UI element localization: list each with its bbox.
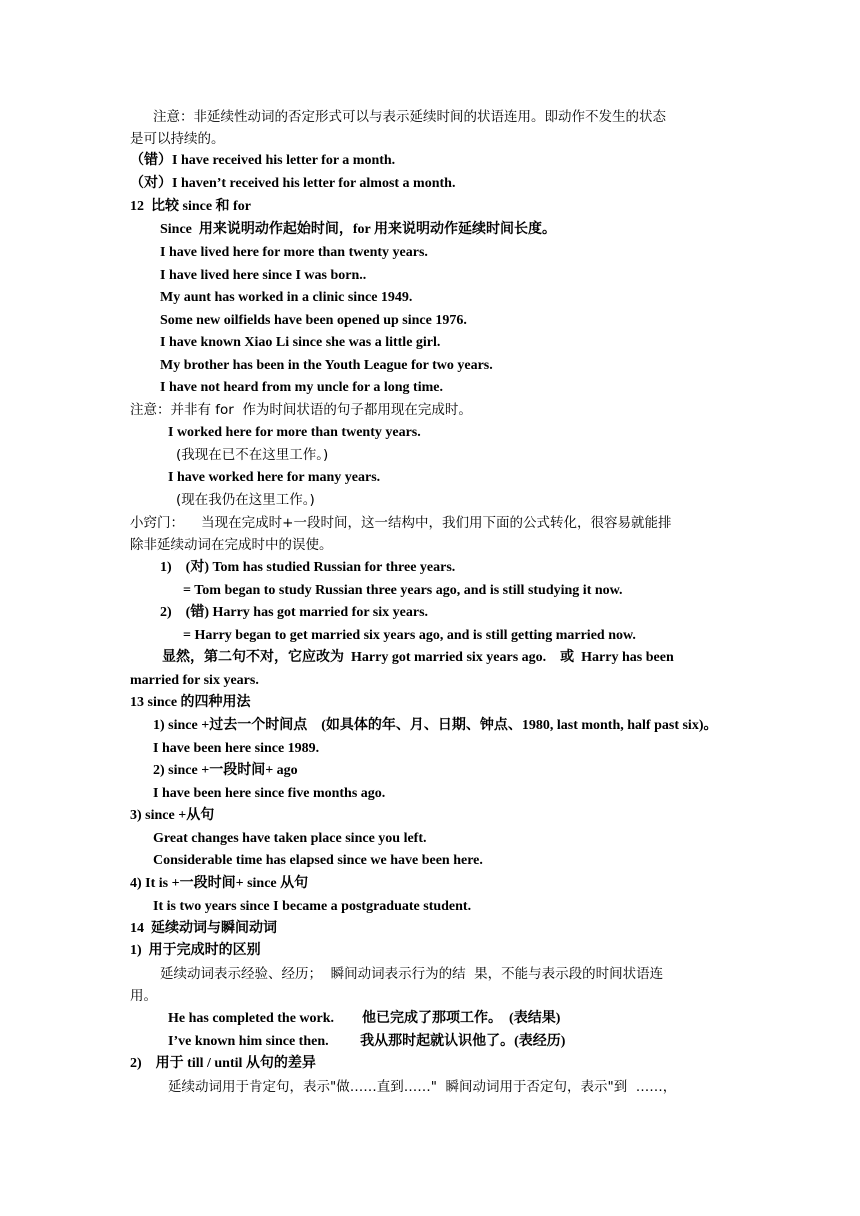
note-line-1: 注意：非延续性动词的否定形式可以与表示延续时间的状语连用。即动作不发生的状态 bbox=[153, 109, 666, 125]
example-sentence: I have been here since 1989. bbox=[153, 741, 320, 756]
example-sentence: I have been here since five months ago. bbox=[153, 786, 386, 801]
correction-line-1: 显然，第二句不对，它应改为 Harry got married six years ago. 或 Harry has been bbox=[162, 650, 674, 665]
example-sentence: It is two years since I became a postgraduate student. bbox=[153, 899, 472, 914]
example-sentence: I have not heard from my uncle for a long time. bbox=[160, 380, 443, 395]
example-sentence: My brother has been in the Youth League for two years. bbox=[160, 358, 493, 373]
section-heading-13: 13 since 的四种用法 bbox=[130, 695, 251, 710]
example-wrong: （错）I have received his letter for a month. bbox=[130, 153, 396, 168]
example-sentence: He has completed the work. 他已完成了那项工作。 (表结果) bbox=[168, 1011, 561, 1026]
correction-line-2: married for six years. bbox=[130, 673, 259, 688]
tip-example-1-equivalent: = Tom began to study Russian three years ago, and is still studying it now. bbox=[183, 583, 623, 598]
usage-item-4: 4) It is +一段时间+ since 从句 bbox=[130, 876, 309, 891]
example-sentence: Some new oilfields have been opened up since 1976. bbox=[160, 313, 467, 328]
subsection-heading-2: 2) 用于 till / until 从句的差异 bbox=[130, 1056, 316, 1071]
note-line: 注意：并非有 for 作为时间状语的句子都用现在完成时。 bbox=[130, 402, 472, 418]
since-for-rule: Since 用来说明动作起始时间，for 用来说明动作延续时间长度。 bbox=[160, 222, 557, 237]
tip-example-2: 2) (错) Harry has got married for six years. bbox=[160, 605, 429, 620]
example-right: （对）I haven’t received his letter for almost a month. bbox=[130, 176, 456, 191]
example-sentence: I have lived here since I was born.. bbox=[160, 268, 367, 283]
example-sentence: Great changes have taken place since you left. bbox=[153, 831, 427, 846]
example-sentence: I have worked here for many years. bbox=[168, 470, 381, 485]
tip-example-1: 1) (对) Tom has studied Russian for three years. bbox=[160, 560, 456, 575]
usage-item-2: 2) since +一段时间+ ago bbox=[153, 763, 298, 778]
section-heading-12: 12 比较 since 和 for bbox=[130, 199, 251, 214]
explanation-line-2: 用。 bbox=[130, 988, 157, 1004]
example-sentence: I worked here for more than twenty years. bbox=[168, 425, 421, 440]
tip-line-1: 小窍门： 当现在完成时+一段时间，这一结构中，我们用下面的公式转化，很容易就能排 bbox=[130, 515, 672, 531]
usage-item-3: 3) since +从句 bbox=[130, 808, 215, 823]
subsection-heading-1: 1) 用于完成时的区别 bbox=[130, 943, 261, 958]
explanation-line-3: 延续动词用于肯定句，表示"做……直到……" 瞬间动词用于否定句，表示"到 ……， bbox=[168, 1079, 677, 1095]
example-sentence: I’ve known him since then. 我从那时起就认识他了。(表经历) bbox=[168, 1034, 566, 1049]
example-sentence: Considerable time has elapsed since we have been here. bbox=[153, 853, 483, 868]
example-translation: (现在我仍在这里工作。) bbox=[176, 492, 315, 508]
section-heading-14: 14 延续动词与瞬间动词 bbox=[130, 921, 277, 936]
explanation-line-1: 延续动词表示经验、经历； 瞬间动词表示行为的结 果，不能与表示段的时间状语连 bbox=[160, 966, 664, 982]
example-sentence: I have lived here for more than twenty years. bbox=[160, 245, 428, 260]
example-sentence: My aunt has worked in a clinic since 1949. bbox=[160, 290, 413, 305]
example-translation: (我现在已不在这里工作。) bbox=[176, 447, 329, 463]
note-line-2: 是可以持续的。 bbox=[130, 131, 225, 147]
usage-item-1: 1) since +过去一个时间点 (如具体的年、月、日期、钟点、1980, last month, half past six)。 bbox=[153, 718, 718, 733]
tip-example-2-equivalent: = Harry began to get married six years ago, and is still getting married now. bbox=[183, 628, 636, 643]
tip-line-2: 除非延续动词在完成时中的误使。 bbox=[130, 537, 333, 553]
example-sentence: I have known Xiao Li since she was a little girl. bbox=[160, 335, 441, 350]
